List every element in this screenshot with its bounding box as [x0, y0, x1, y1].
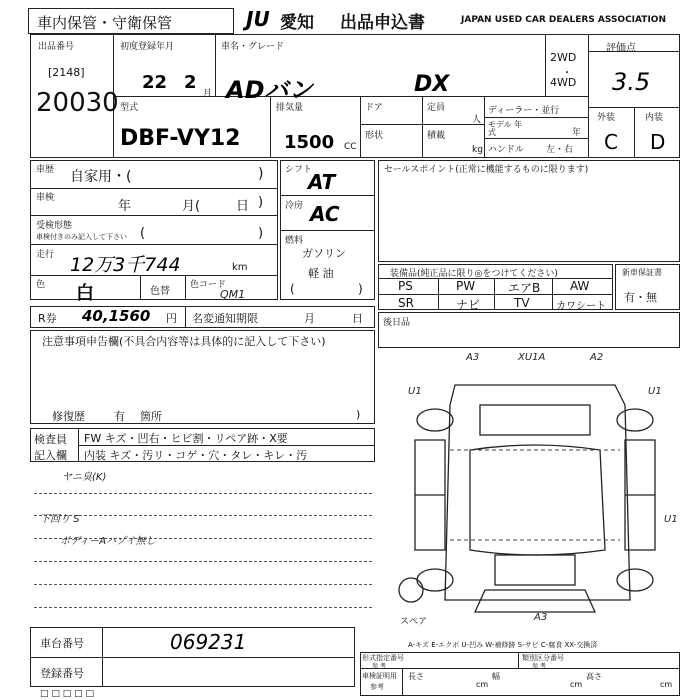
cc-unit: CC [344, 142, 357, 152]
form-cert-label: 形式指定番号 [362, 654, 404, 662]
lot-number: 20030 [36, 88, 119, 118]
mark-u1-side: U1 [664, 514, 678, 525]
later-box [378, 312, 680, 348]
receipt-paren: ( [140, 226, 146, 241]
fw-line: FW キズ・凹右・ヒビ割・リペア跡・X要 [84, 432, 288, 445]
lot-small: [2148] [48, 66, 85, 79]
storage-label: 車内保管・守衛保管 [37, 14, 173, 32]
equipment-label: 装備品(純正品に限り◎をつけてください) [390, 269, 558, 279]
height-label: 高さ [586, 672, 602, 681]
doc-title: 出品申込書 [340, 13, 425, 33]
sales-box [378, 160, 680, 262]
inspector-label-1: 検査員 [34, 433, 67, 446]
handle-label: ハンドル [488, 145, 525, 155]
fuel-label: 燃料 [285, 236, 304, 246]
model-year-label: モデル 年式 [488, 120, 523, 137]
inspection-label: 車検 [36, 193, 55, 203]
mileage-unit: km [232, 262, 248, 273]
model-code: DBF-VY12 [120, 126, 241, 151]
inspector-label-2: 記入欄 [34, 449, 67, 462]
ac-label: 冷房 [285, 201, 304, 211]
width-cm: cm [570, 680, 583, 689]
equipment-item-6: ナビ [456, 298, 481, 312]
sales-label: セールスポイント(正常に機能するものに限ります) [384, 165, 589, 175]
load-unit: kg [472, 145, 483, 155]
exterior-label: 外装 [597, 113, 616, 123]
car-diagram [385, 350, 685, 620]
equipment-item-7: TV [514, 296, 530, 310]
color-change-label: 色替 [150, 286, 170, 297]
spare-label: スペア [400, 617, 428, 627]
first-reg-year: 22 [142, 72, 168, 93]
history-close: ) [258, 166, 264, 182]
recycle-unit: 円 [166, 312, 177, 325]
mark-a3-bottom: A3 [534, 612, 548, 623]
first-reg-label: 初度登録年月 [120, 42, 175, 52]
inspection-month: 月( [182, 199, 201, 214]
interior-label: 内装 [645, 113, 664, 123]
equipment-item-4: AW [570, 279, 590, 293]
equipment-item-1: PS [398, 279, 413, 293]
mark-u1-left: U1 [408, 386, 422, 397]
history-value: 自家用・( [70, 169, 132, 185]
later-label: 後日品 [383, 318, 411, 328]
ju-logo: JU [246, 7, 270, 31]
equipment-item-8: カワシート [556, 301, 606, 312]
color-value: 白 [76, 283, 94, 304]
exterior-grade: C [604, 130, 618, 154]
width-label: 幅 [492, 672, 500, 681]
displacement-label: 排気量 [276, 103, 304, 113]
equipment-item-5: SR [398, 296, 414, 310]
month-unit: 月 [203, 89, 213, 99]
inspection-day: 日 [236, 199, 250, 214]
mark-u1-right: U1 [648, 386, 662, 397]
mark-a2: A2 [590, 352, 604, 363]
footer-bits: □ □ □ □ □ [40, 689, 94, 699]
fuel-diesel: 軽 油 [308, 267, 334, 280]
displacement: 1500 [284, 132, 335, 153]
color-label: 色 [36, 280, 46, 290]
car-name-label: 車名・グレード [221, 42, 285, 52]
recycle-day: 日 [352, 312, 363, 325]
repair-place: 箇所 [140, 410, 162, 423]
interior-line: 内装 キズ・汚リ・コゲ・穴・タレ・キレ・汚 [84, 449, 308, 462]
warranty-value: 有・無 [624, 291, 657, 304]
receipt-close: ) [258, 226, 264, 241]
cert-label: 車検証明用 [362, 672, 397, 680]
repair-close: ) [356, 408, 361, 421]
recycle-label: R券 [38, 312, 57, 325]
reg-label: 登録番号 [40, 667, 84, 680]
capacity-label: 定員 [427, 103, 446, 113]
inspection-year: 年 [118, 199, 132, 214]
cert-sub: 参考 [370, 683, 384, 691]
chassis-label: 車台番号 [40, 637, 84, 650]
class-sub: 参 考 [532, 663, 546, 670]
receipt-label: 受検形態 [36, 221, 73, 231]
dealer-label: ディーラー・並行 [488, 106, 560, 116]
length-cm: cm [476, 680, 489, 689]
history-label: 車歴 [36, 165, 55, 175]
handwritten-note-1: ヤニ臭(K) [62, 472, 107, 483]
color-code: QM1 [220, 288, 246, 301]
repair-value: 有 [114, 410, 125, 423]
shift-value: AT [308, 170, 336, 194]
mileage-value: 12万3千744 [70, 254, 181, 276]
class-label: 類別区分番号 [522, 654, 564, 662]
mark-a3-top: A3 [466, 352, 480, 363]
length-label: 長さ [408, 672, 424, 681]
storage-label-box [28, 8, 234, 34]
first-reg-month: 2 [184, 72, 197, 93]
assoc-name: JAPAN USED CAR DEALERS ASSOCIATION [461, 15, 666, 25]
org-name: 愛知 [280, 13, 314, 33]
load-label: 積載 [427, 131, 446, 141]
fuel-close: ) [358, 282, 363, 296]
drive-2wd: 2WD [550, 51, 577, 64]
warranty-box [615, 264, 680, 310]
receipt-note: 車検付きのみ記入して下さい [36, 233, 127, 241]
handwritten-note-2: 下回り S [40, 514, 80, 525]
ac-value: AC [310, 202, 340, 226]
mark-xu1a: XU1A [518, 352, 546, 363]
car-name: ADバン [226, 76, 313, 104]
model-label: 型式 [120, 103, 139, 113]
recycle-amount: 40,1560 [82, 307, 151, 325]
interior-grade: D [650, 130, 666, 154]
recycle-month: 月 [304, 312, 315, 325]
inspection-close: ) [258, 195, 264, 210]
drive-dot: ・ [562, 68, 572, 79]
eval-score: 3.5 [612, 68, 651, 96]
color-code-label: 色コード [190, 280, 227, 290]
handle-value: 左・右 [546, 145, 574, 155]
fuel-paren: ( [290, 282, 295, 296]
name-change-label: 名変通知期限 [192, 312, 258, 325]
grade: DX [414, 72, 450, 97]
mileage-label: 走行 [36, 250, 55, 260]
fuel-gas: ガソリン [302, 247, 346, 260]
warranty-label: 新車保証書 [622, 268, 662, 277]
damage-legend: A-キズ E-エクボ U-凹み W-補修跡 S-サビ C-腐食 XX-交換済 [408, 641, 598, 649]
capacity-unit: 人 [472, 115, 482, 125]
lot-label: 出品番号 [38, 42, 75, 52]
model-year-unit: 年 [572, 128, 582, 138]
form-cert-sub: 参 考 [372, 663, 386, 670]
handwritten-note-3: ボディーAハゾイ無し [60, 536, 156, 547]
chassis-number: 069231 [170, 630, 247, 654]
repair-label: 修復歴 [52, 410, 85, 423]
shape-label: 形状 [365, 131, 384, 141]
notes-title: 注意事項申告欄(不具合内容等は具体的に記入して下さい) [42, 335, 326, 348]
height-cm: cm [660, 680, 673, 689]
equipment-item-2: PW [456, 279, 476, 293]
eval-label: 評価点 [606, 43, 636, 54]
shift-label: シフト [285, 165, 313, 175]
door-label: ドア [365, 103, 383, 113]
equipment-item-3: エアB [508, 281, 541, 295]
drive-4wd: 4WD [550, 76, 577, 89]
